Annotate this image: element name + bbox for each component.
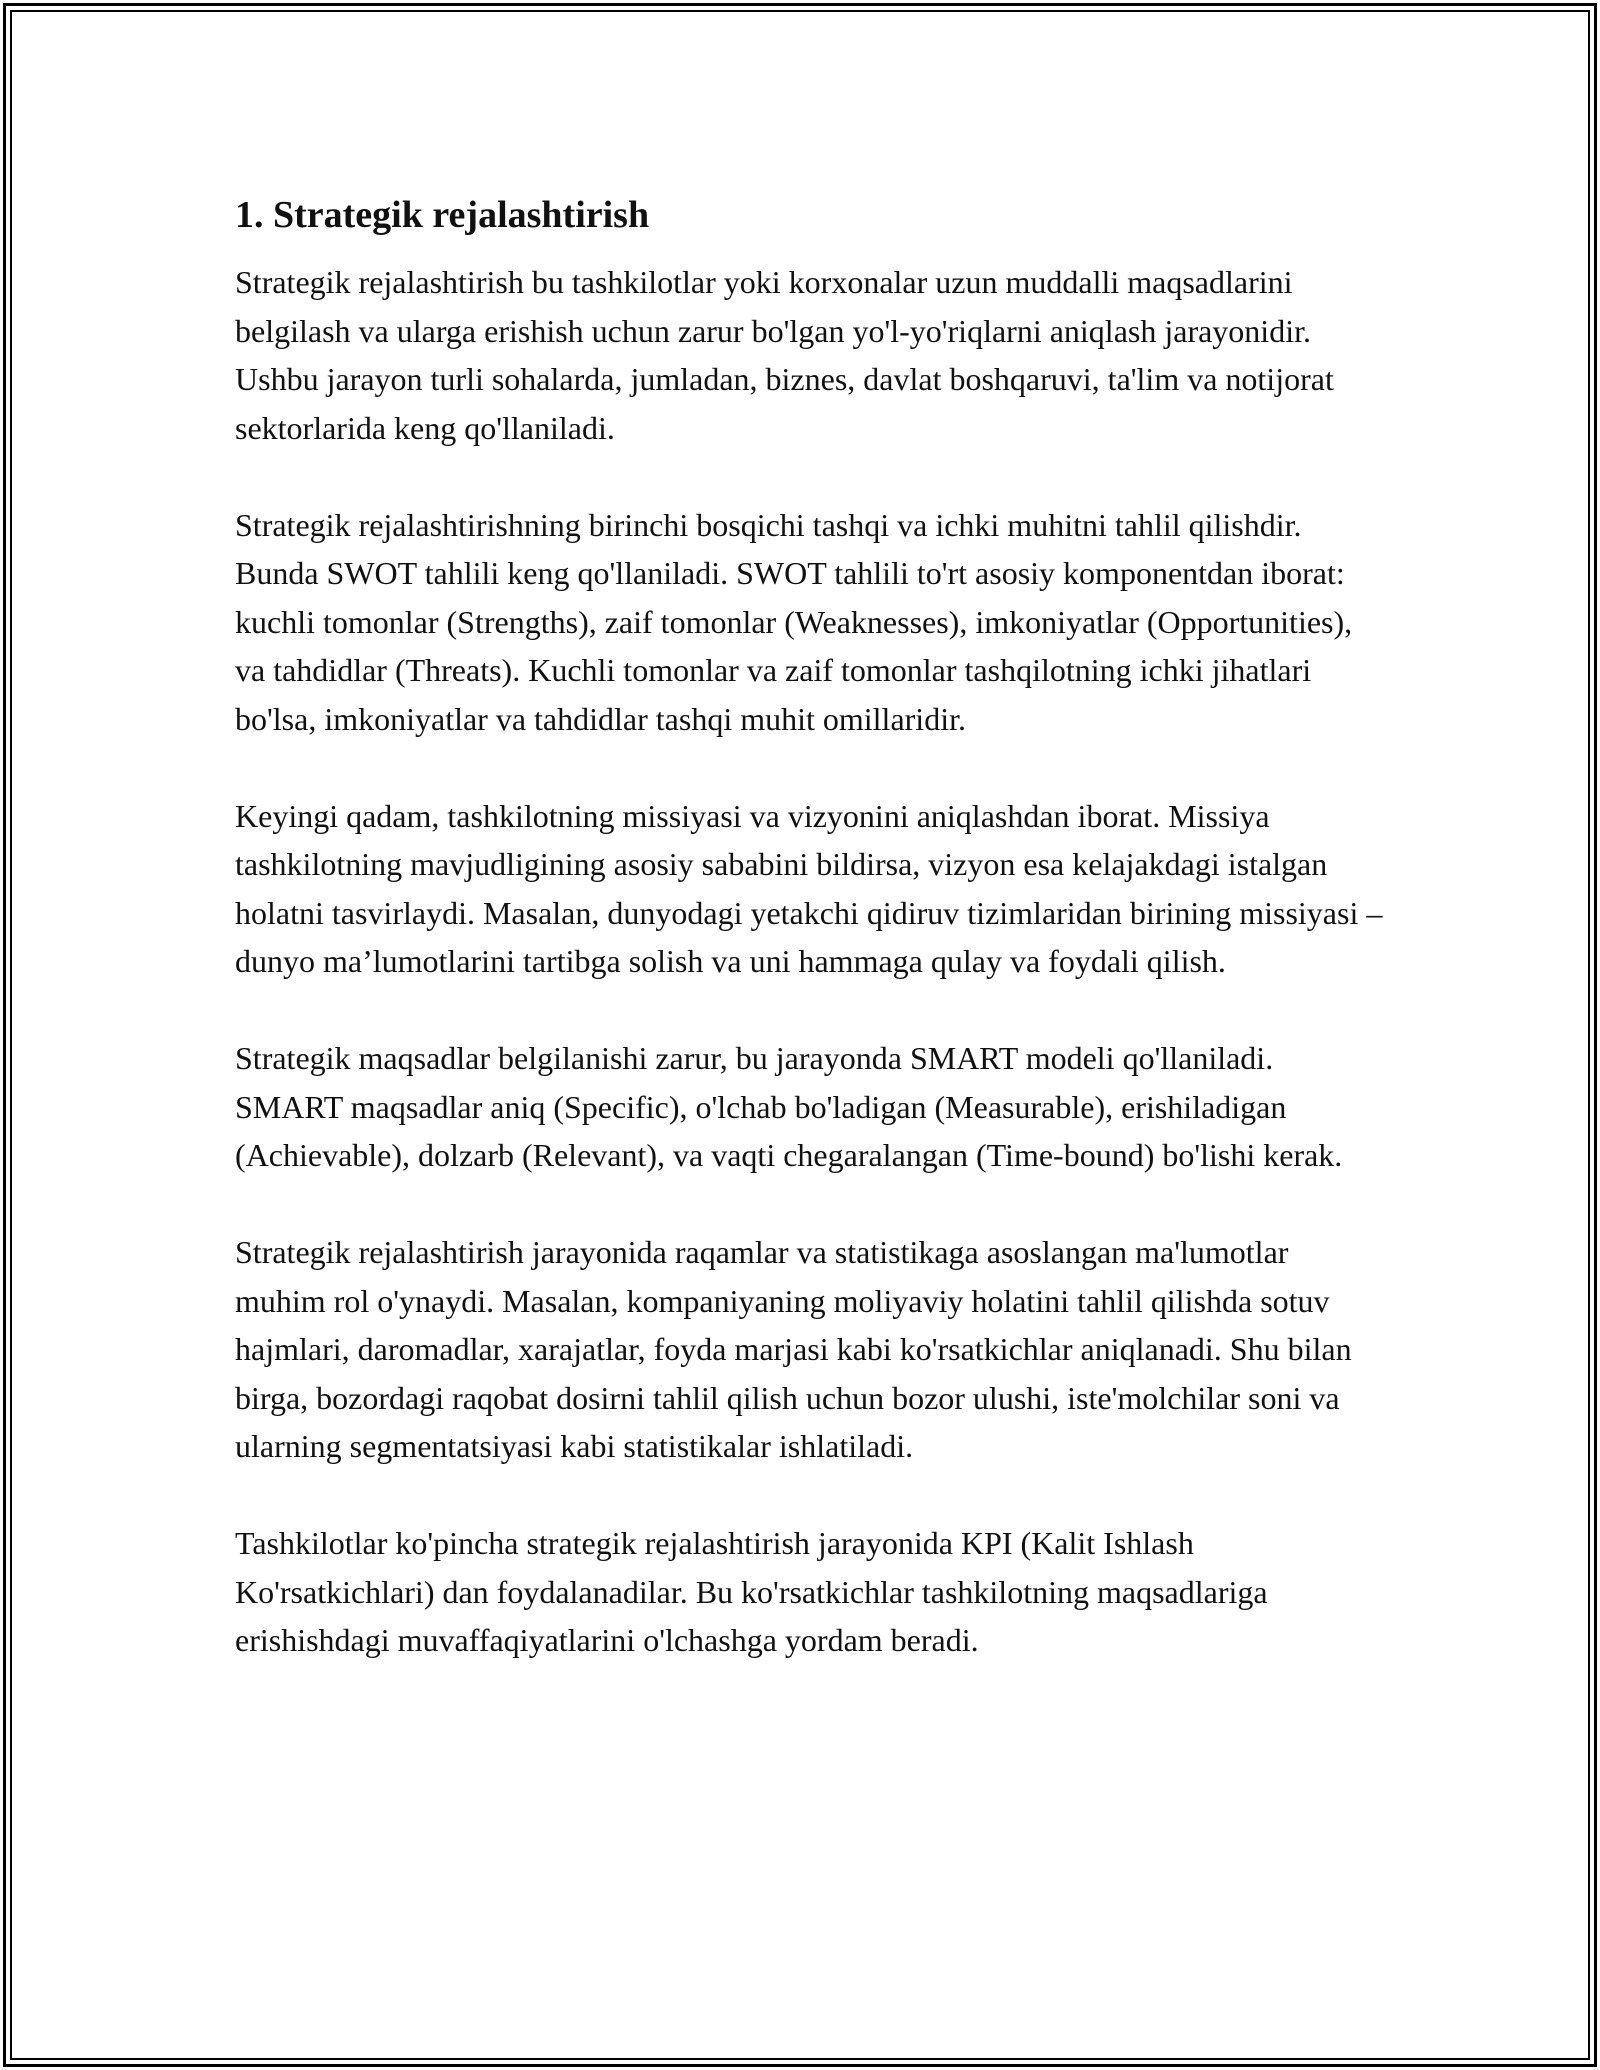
paragraph-swot: Strategik rejalashtirishning birinchi bosqichi tashqi va ichki muhitni tahlil qilishdir. Bunda SWOT tahlili keng qo'llaniladi. SWOT tahlili to'rt asosiy komponentdan iborat: kuchli tomonlar (Strengths), zaif tomonlar (Weaknesses), imkoniyatlar (Opportunities), va tahdidlar (Threats). Kuchli tomonlar va zaif tomonlar tashqilotning ichki jihatlari bo'lsa, imkoniyatlar va tahdidlar tashqi muhit omillaridir. [235,506,1353,737]
paragraph-mission-vision: Keyingi qadam, tashkilotning missiyasi va vizyonini aniqlashdan iborat. Missiya tashkilotning mavjudligining asosiy sababini bildirsa, vizyon esa kelajakdagi istalgan holatni tasvirlaydi. Masalan, dunyodagi yetakchi qidiruv tizimlaridan birining missiyasi – dunyo ma’lumotlarini tartibga solish va uni hammaga qulay va foydali qilish. [235,797,1383,979]
section-heading: 1. Strategik rejalashtirish [235,194,650,236]
paragraph-intro: Strategik rejalashtirish bu tashkilotlar yoki korxonalar uzun muddalli maqsadlarini belgilash va ularga erishish uchun zarur bo'lgan yo'l-yo'riqlarni aniqlash jarayonidir. Ushbu jarayon turli sohalarda, jumladan, biznes, davlat boshqaruvi, ta'lim va notijorat sektorlarida keng qo'llaniladi. [235,264,1334,446]
paragraph-statistics: Strategik rejalashtirish jarayonida raqamlar va statistikaga asoslangan ma'lumotlar muhim rol o'ynaydi. Masalan, kompaniyaning moliyaviy holatini tahlil qilishda sotuv hajmlari, daromadlar, xarajatlar, foyda marjasi kabi ko'rsatkichlar aniqlanadi. Shu bilan birga, bozordagi raqobat dosirni tahlil qilish uchun bozor ulushi, iste'molchilar soni va ularning segmentatsiyasi kabi statistikalar ishlatiladi. [235,1234,1352,1464]
paragraph-kpi: Tashkilotlar ko'pincha strategik rejalashtirish jarayonida KPI (Kalit Ishlash Ko'rsatkichlari) dan foydalanadilar. Bu ko'rsatkichlar tashkilotning maqsadlariga erishishdagi muvaffaqiyatlarini o'lchashga yordam beradi. [235,1525,1268,1658]
paragraph-smart: Strategik maqsadlar belgilanishi zarur, bu jarayonda SMART modeli qo'llaniladi. SMART maqsadlar aniq (Specific), o'lchab bo'ladigan (Measurable), erishiladigan (Achievable), dolzarb (Relevant), va vaqti chegaralangan (Time-bound) bo'lishi kerak. [235,1040,1343,1173]
document-body [235,190,1385,1713]
